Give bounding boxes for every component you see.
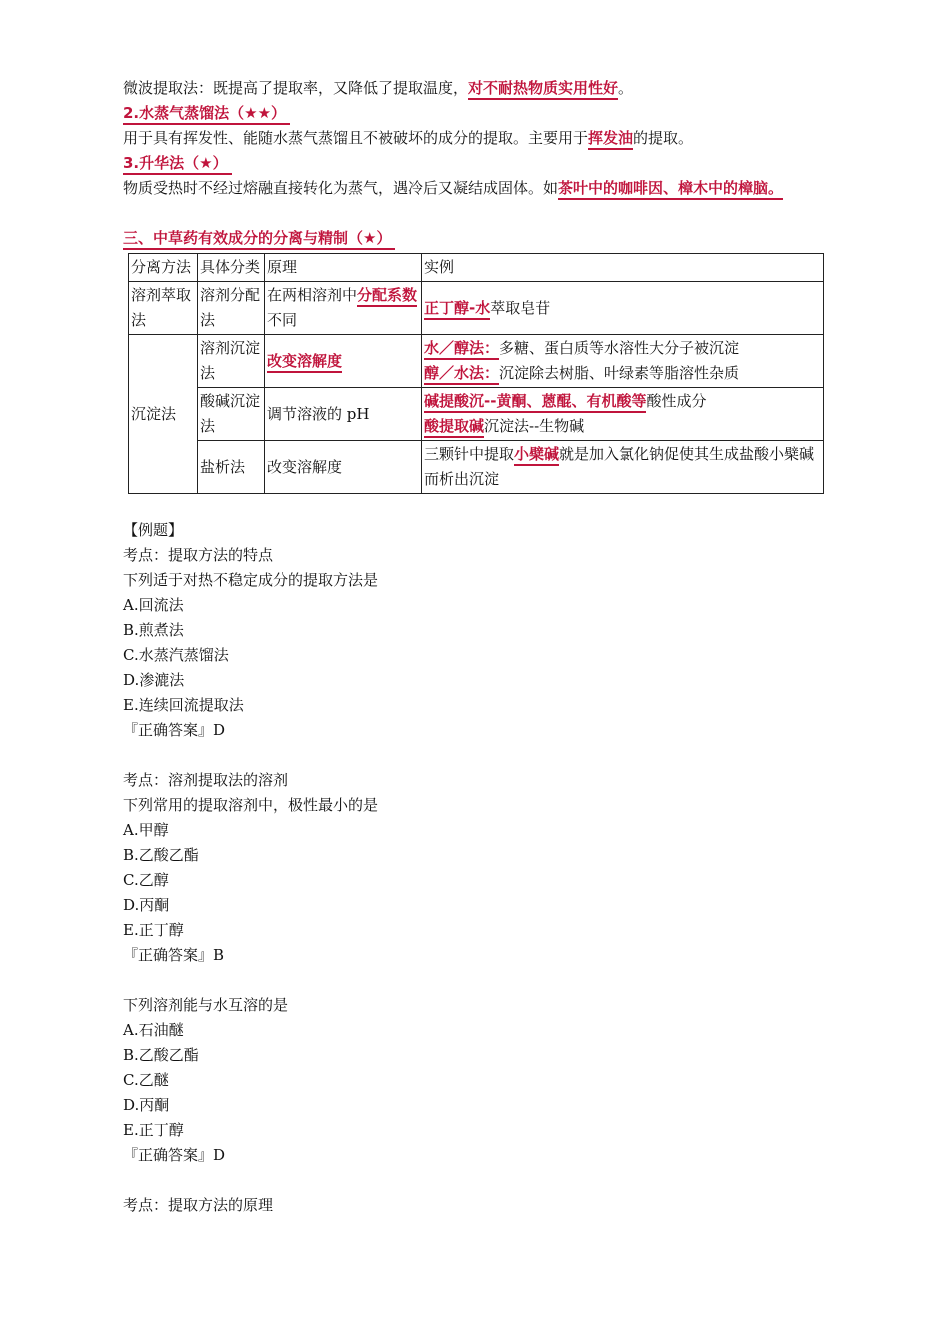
table-row: [129, 282, 824, 335]
option-b: B.乙酸乙酯: [123, 1046, 199, 1064]
steam-heading-line: [123, 101, 823, 126]
example-highlight: 正丁醇-水: [424, 299, 490, 320]
option-c: C.水蒸汽蒸馏法: [123, 646, 229, 664]
category-cell: 酸碱沉淀法: [198, 388, 265, 441]
spacer: [123, 201, 823, 226]
option-d: D.渗漉法: [123, 671, 185, 689]
category-cell: 盐析法: [198, 441, 265, 494]
header-cell: 原理: [265, 254, 422, 282]
method-cell: 溶剂萃取法: [129, 282, 198, 335]
method-cell: 沉淀法: [129, 335, 198, 494]
option-e: E.连续回流提取法: [123, 696, 244, 714]
table-row: [129, 388, 824, 441]
section3-heading-line: [123, 226, 823, 251]
option-e: E.正丁醇: [123, 1121, 184, 1139]
separation-methods-table: [128, 253, 824, 494]
sublimation-paragraph: [123, 176, 823, 201]
example-highlight: 小檗碱: [514, 445, 559, 466]
spacer: [123, 1168, 823, 1193]
document-page: [123, 76, 823, 1218]
example-text: 多糖、蛋白质等水溶性大分子被沉淀: [499, 339, 740, 357]
option-d: D.丙酮: [123, 1096, 170, 1114]
example-text: 酸性成分: [646, 392, 707, 410]
example-highlight: 碱提酸沉--黄酮、蒽醌、有机酸等: [424, 392, 646, 413]
question-topic: 考点：溶剂提取法的溶剂: [123, 771, 289, 789]
table-header-row: [129, 254, 824, 282]
example-cell: [422, 282, 824, 335]
example-highlight: 酸提取碱: [424, 417, 484, 438]
example-text: 三颗针中提取: [424, 445, 515, 463]
steam-distillation-heading: 2.水蒸气蒸馏法（★★）: [123, 104, 290, 125]
table-row: [129, 441, 824, 494]
question-3: [123, 993, 823, 1168]
header-cell: 分离方法: [129, 254, 198, 282]
steam-text: 用于具有挥发性、能随水蒸气蒸馏且不被破坏的成分的提取。主要用于: [123, 129, 589, 147]
correct-answer: 『正确答案』D: [123, 721, 226, 739]
question-topic: 考点：提取方法的特点: [123, 546, 274, 564]
examples-label: 【例题】: [123, 521, 184, 539]
sublimation-text: 物质受热时不经过熔融直接转化为蒸气，遇冷后又凝结成固体。如: [123, 179, 559, 197]
option-c: C.乙醚: [123, 1071, 169, 1089]
sublimation-heading: 3.升华法（★）: [123, 154, 232, 175]
sublimation-heading-line: [123, 151, 823, 176]
example-highlight: 水／醇法：: [424, 339, 499, 360]
microwave-text: 微波提取法：既提高了提取率，又降低了提取温度，: [123, 79, 469, 97]
principle-highlight: 分配系数: [357, 286, 417, 307]
microwave-highlight: 对不耐热物质实用性好: [468, 79, 618, 100]
option-b: B.乙酸乙酯: [123, 846, 199, 864]
question-stem: 下列适于对热不稳定成分的提取方法是: [123, 571, 379, 589]
category-cell: 溶剂分配法: [198, 282, 265, 335]
spacer: [123, 968, 823, 993]
option-b: B.煎煮法: [123, 621, 184, 639]
principle-text: 不同: [267, 311, 298, 329]
option-d: D.丙酮: [123, 896, 170, 914]
steam-end: 的提取。: [633, 129, 694, 147]
example-cell: [422, 335, 824, 388]
principle-cell: 改变溶解度: [265, 441, 422, 494]
option-a: A.甲醇: [123, 821, 169, 839]
question-stem: 下列溶剂能与水互溶的是: [123, 996, 289, 1014]
question-1: [123, 543, 823, 743]
option-a: A.石油醚: [123, 1021, 184, 1039]
microwave-end: 。: [618, 79, 634, 97]
steam-highlight: 挥发油: [588, 129, 633, 150]
correct-answer: 『正确答案』D: [123, 1146, 226, 1164]
question-2: [123, 768, 823, 968]
example-text: 沉淀法--生物碱: [484, 417, 585, 435]
principle-cell: [265, 282, 422, 335]
separation-section-heading: 三、中草药有效成分的分离与精制（★）: [123, 229, 395, 250]
sublimation-highlight: 茶叶中的咖啡因、樟木中的樟脑。: [558, 179, 783, 200]
correct-answer: 『正确答案』B: [123, 946, 225, 964]
principle-cell: [265, 335, 422, 388]
example-cell: [422, 388, 824, 441]
category-cell: 溶剂沉淀法: [198, 335, 265, 388]
spacer: [123, 743, 823, 768]
option-e: E.正丁醇: [123, 921, 184, 939]
example-cell: [422, 441, 824, 494]
header-cell: 实例: [422, 254, 824, 282]
principle-cell: 调节溶液的 pH: [265, 388, 422, 441]
example-text: 萃取皂苷: [490, 298, 551, 317]
example-highlight: 醇／水法：: [424, 364, 499, 385]
question-topic: 考点：提取方法的原理: [123, 1196, 274, 1214]
option-a: A.回流法: [123, 596, 184, 614]
microwave-paragraph: [123, 76, 823, 101]
example-text: 沉淀除去树脂、叶绿素等脂溶性杂质: [499, 364, 740, 382]
question-stem: 下列常用的提取溶剂中，极性最小的是: [123, 796, 379, 814]
steam-paragraph: [123, 126, 823, 151]
principle-text: 在两相溶剂中: [267, 286, 358, 304]
option-c: C.乙醇: [123, 871, 169, 889]
example-text: 就是加入氯化钠促使其生成盐酸小檗碱而析出沉淀: [424, 445, 815, 488]
table-row: [129, 335, 824, 388]
header-cell: 具体分类: [198, 254, 265, 282]
principle-highlight: 改变溶解度: [267, 352, 342, 373]
